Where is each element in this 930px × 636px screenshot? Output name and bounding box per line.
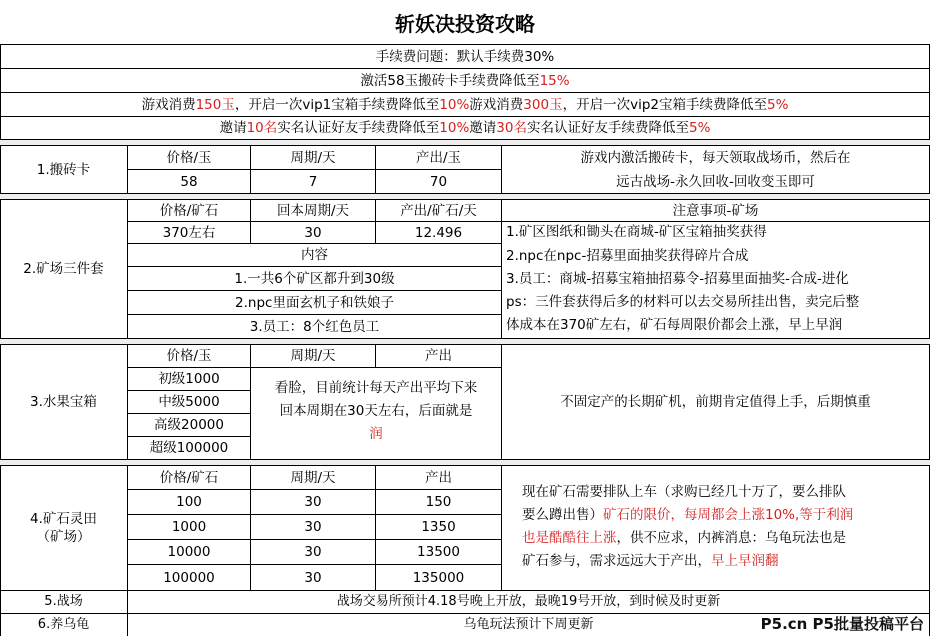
s3-price-2: 中级5000	[158, 394, 220, 410]
fee-line-4: 邀请 10名 实名认证好友手续费降低至 10% 邀请 30名 实名认证好友手续费降低至 5%	[219, 120, 711, 136]
section-1-label: 1.搬砖卡	[36, 161, 91, 178]
s3-desc-2: 回本周期在30天左右，后面就是	[279, 403, 473, 419]
s2-content-header: 内容	[301, 247, 328, 263]
s4-note-1: 现在矿石需要排队上车（求购已经几十万了，要么排队	[522, 484, 846, 500]
s1-price: 58	[180, 173, 198, 190]
s2-note-2: 2.npc在npc-招募里面抽奖获得碎片合成	[506, 248, 749, 264]
s4-row-3-period: 30	[304, 544, 322, 560]
s2-header-output: 产出/矿石/天	[400, 202, 477, 219]
s4-header-output: 产出	[425, 469, 452, 486]
watermark: P5.cn P5批量投稿平台	[760, 615, 924, 633]
fee-line-2: 激活58玉搬砖卡手续费降低至 15%	[360, 72, 570, 89]
fee-line-3: 游戏消费 150玉 ，开启一次vip1宝箱手续费降低至 10% 游戏消费 300玉 ，开启一次vip2宝箱手续费降低至 5%	[141, 96, 789, 113]
s4-row-3-output: 13500	[417, 544, 460, 560]
s4-note-3: 也是酷酷往上涨，供不应求，内裤消息：乌龟玩法也是	[522, 530, 846, 546]
s1-note-2: 远古战场-永久回收-回收变玉即可	[616, 173, 815, 190]
s3-price-4: 超级100000	[149, 440, 229, 456]
s3-note: 不固定产的长期矿机，前期肯定值得上手，后期慎重	[560, 394, 871, 410]
s4-row-1-price: 100	[176, 494, 202, 510]
s2-content-1: 1.一共6个矿区都升到30级	[234, 270, 395, 287]
fee-line-1: 手续费问题：默认手续费30%	[375, 48, 555, 65]
s2-note-4: ps：三件套获得后多的材料可以去交易所挂出售，卖完后整	[506, 294, 860, 310]
s2-period: 30	[304, 224, 322, 241]
s2-header-period: 回本周期/天	[276, 202, 350, 219]
s1-header-price: 价格/玉	[166, 149, 212, 166]
s6-text: 乌龟玩法预计下周更新	[463, 617, 594, 632]
s1-period: 7	[308, 173, 318, 190]
s3-price-3: 高级20000	[154, 417, 224, 433]
s3-header-price: 价格/玉	[166, 348, 212, 364]
s2-price: 370左右	[162, 224, 216, 241]
s4-header-period: 周期/天	[290, 469, 336, 486]
s2-note-3: 3.员工：商城-招募宝箱抽招募令-招募里面抽奖-合成-进化	[506, 271, 849, 287]
s3-desc-1: 看脸，目前统计每天产出平均下来	[274, 380, 478, 396]
s3-header-period: 周期/天	[290, 348, 336, 364]
s3-desc-3: 润	[369, 426, 383, 442]
s4-row-4-output: 135000	[412, 569, 465, 586]
section-6-label: 6.养乌龟	[37, 617, 90, 632]
s1-note-1: 游戏内激活搬砖卡，每天领取战场币，然后在	[580, 149, 851, 166]
s4-row-1-output: 150	[425, 494, 452, 510]
section-2-label: 2.矿场三件套	[23, 260, 104, 277]
section-3-label: 3.水果宝箱	[30, 394, 97, 410]
s2-note-1: 1.矿区图纸和锄头在商城-矿区宝箱抽奖获得	[506, 224, 767, 240]
s1-header-output: 产出/玉	[415, 149, 462, 166]
s4-note-2: 要么蹲出售）矿石的限价，每周都会上涨10%,等于利润	[522, 507, 854, 523]
s4-row-3-price: 10000	[167, 544, 211, 560]
s3-header-output: 产出	[425, 348, 452, 364]
s4-row-2-output: 1350	[421, 519, 456, 535]
section-4-label: 4.矿石灵田 （矿场）	[30, 511, 97, 545]
s2-note-5: 体成本在370矿左右，矿石每周限价都会上涨，早上早润	[506, 317, 843, 333]
s2-content-2: 2.npc里面玄机子和铁娘子	[235, 294, 394, 311]
s4-row-4-period: 30	[304, 569, 322, 586]
page-title: 斩妖决投资攻略	[395, 11, 535, 36]
s4-row-2-period: 30	[304, 519, 322, 535]
s1-output: 70	[429, 173, 448, 190]
s3-price-1: 初级1000	[158, 371, 220, 387]
s2-header-price: 价格/矿石	[159, 202, 219, 219]
s2-content-3: 3.员工：8个红色员工	[249, 318, 380, 335]
s4-header-price: 价格/矿石	[159, 469, 219, 486]
section-5-label: 5.战场	[44, 594, 83, 609]
s4-row-1-period: 30	[304, 494, 322, 510]
s2-notes-header: 注意事项-矿场	[672, 202, 759, 219]
s2-output: 12.496	[414, 224, 463, 241]
s4-note-4: 矿石参与，需求远远大于产出，早上早润翻	[522, 553, 779, 569]
s4-row-4-price: 100000	[163, 569, 215, 586]
s4-row-2-price: 1000	[171, 519, 207, 535]
s5-text: 战场交易所预计4.18号晚上开放，最晚19号开放，到时候及时更新	[336, 594, 721, 609]
s1-header-period: 周期/天	[290, 149, 336, 166]
